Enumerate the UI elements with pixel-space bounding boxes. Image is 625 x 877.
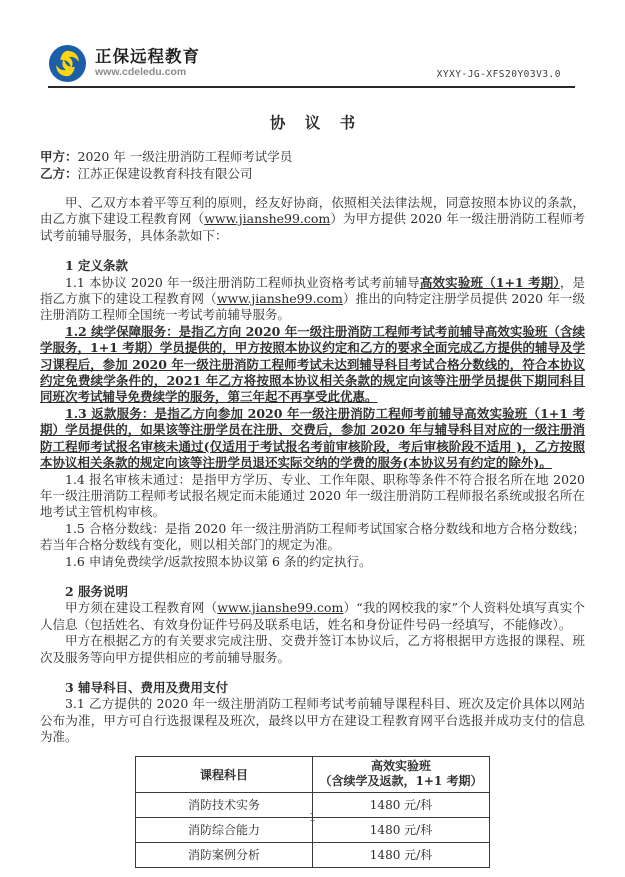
fee-table-header-row [136, 756, 490, 792]
party-b-line [40, 165, 585, 182]
clause-1-1-text-2: ，是指乙方旗下的建设工程教育网（ [40, 274, 585, 307]
brand-block [48, 44, 200, 83]
table-row [136, 842, 490, 867]
fee-table-header-class-line1: 高效实验班 [370, 758, 431, 773]
intro-text-tail: ）为甲方提供 2020 年一级注册消防工程师考试考前辅导服务，具体条款如下： [40, 211, 585, 243]
clause-1-3-text: 1.3 返款服务：是指乙方向参加 2020 年一级注册消防工程师考前辅导高效实验班（1+1 考期）学员提供的，如果该等注册学员在注册、交费后，参加 2020 年与辅导科目对应的一级注册消防工程师考试报名审核未通过(仅适用于考试报名考前审核阶段，考后审核阶段不适用 )，乙方按照本协议相关条款的规定向该等注册学员退还实际交纳的学费的服务(本协议另有约定的除外)。 [40, 405, 585, 471]
fee-table-header-class-line2: （含续学及返款，1+1 考期） [319, 774, 483, 789]
section-2-paragraph-1 [40, 600, 585, 633]
party-a-label: 甲方： [40, 149, 78, 164]
price-cell: 1480 元/科 [313, 792, 490, 817]
clause-1-4: 1.4 报名审核未通过：是指甲方学历、专业、工作年限、职称等条件不符合报名所在地 2020 年一级注册消防工程师考试报名规定而未能通过 2020 年一级注册消防工程师报名系统或报名所在地考试主管机构审核。 [40, 471, 585, 520]
subject-cell: 消防综合能力 [136, 817, 313, 842]
brand-name: 正保远程教育 [95, 48, 200, 67]
jianshe99-link: www.jianshe99.com [204, 211, 331, 227]
party-b-value: 江苏正保建设教育科技有限公司 [77, 166, 253, 181]
clause-1-1 [40, 275, 585, 324]
jianshe99-link: www.jianshe99.com [217, 600, 344, 616]
party-b-label: 乙方： [40, 166, 78, 181]
document-header [48, 44, 575, 88]
clause-3-1: 3.1 乙方提供的 2020 年一级注册消防工程师考试考前辅导课程科目、班次及定价具体以网站公布为准，甲方可自行选报课程及班次，最终以甲方在建设工程教育网平台选报并成功支付的信息为准。 [40, 696, 585, 745]
page-number: 1 [309, 811, 316, 824]
brand-text [95, 48, 200, 79]
intro-paragraph [40, 195, 585, 244]
clause-1-5: 1.5 合格分数线：是指 2020 年一级注册消防工程师考试国家合格分数线和地方合格分数线；若当年合格分数线有变化，则以相关部门的规定为准。 [40, 520, 585, 553]
clause-1-3 [40, 406, 585, 472]
subject-cell: 消防案例分析 [136, 842, 313, 867]
brand-url: www.cdeledu.com [95, 66, 187, 79]
section-2-text: 甲方须在建设工程教育网（ [65, 600, 218, 616]
party-a-value: 2020 年 一级注册消防工程师考试学员 [77, 149, 293, 164]
clause-1-1-text: 1.1 本协议 2020 年一级注册消防工程师执业资格考试考前辅导 [65, 274, 420, 290]
jianshe99-link: www.jianshe99.com [216, 291, 343, 307]
document-body [0, 111, 625, 868]
fee-table-header-subject: 课程科目 [136, 756, 313, 792]
section-2-paragraph-2: 甲方在根据乙方的有关要求完成注册、交费并签订本协议后，乙方将根据甲方选报的课程、班次及服务等向甲方提供相应的考前辅导服务。 [40, 633, 585, 665]
clause-1-2 [40, 324, 585, 406]
clause-1-1-emphasis: 高效实验班（1+1 考期） [419, 274, 560, 290]
document-code: XYXY-JG-XFS20Y03V3.0 [436, 69, 561, 80]
intro-text: 甲、乙双方本着平等互利的原则，经友好协商，依照相关法律法规，同意按照本协议的条款，由乙方旗下建设工程教育网（ [40, 195, 585, 227]
brand-logo-icon [48, 44, 87, 83]
section-3-heading: 3 辅导科目、费用及费用支付 [65, 679, 229, 695]
parties-block [40, 148, 585, 182]
clause-1-1-text-3: ）推出的向特定注册学员提供 2020 年一级注册消防工程师全国统一考试考前辅导服务。 [40, 291, 585, 323]
section-2-text-tail: ）“我的网校我的家”个人资料处填写真实个人信息（包括姓名、有效身份证件号码及联系电话，姓名和身份证件号码一经填写，不能修改）。 [40, 600, 585, 632]
price-cell: 1480 元/科 [313, 842, 490, 867]
fee-table-header-class [313, 756, 490, 792]
document-title: 协 议 书 [269, 113, 363, 132]
subject-cell: 消防技术实务 [136, 792, 313, 817]
section-2-heading: 2 服务说明 [65, 583, 129, 599]
clause-1-6: 1.6 申请免费续学/返款按照本协议第 6 条的约定执行。 [65, 553, 372, 569]
price-cell: 1480 元/科 [313, 817, 490, 842]
party-a-line [40, 148, 585, 165]
section-1-heading: 1 定义条款 [65, 258, 129, 274]
clause-1-2-text: 1.2 续学保障服务：是指乙方向 2020 年一级注册消防工程师考试考前辅导高效实验班（含续学服务，1+1 考期）学员提供的，甲方按照本协议约定和乙方的要求全面完成乙方提供的辅导及学习课程后，参加 2020 年一级注册消防工程师考试未达到辅导科目考试合格分数线的，符合本协议约定免费续学条件的，2021 年乙方将按照本协议相关条款的规定向该等注册学员提供下期同科目同班次考试辅导免费续学的服务，第三年起不再享受此优惠。 [40, 323, 585, 405]
